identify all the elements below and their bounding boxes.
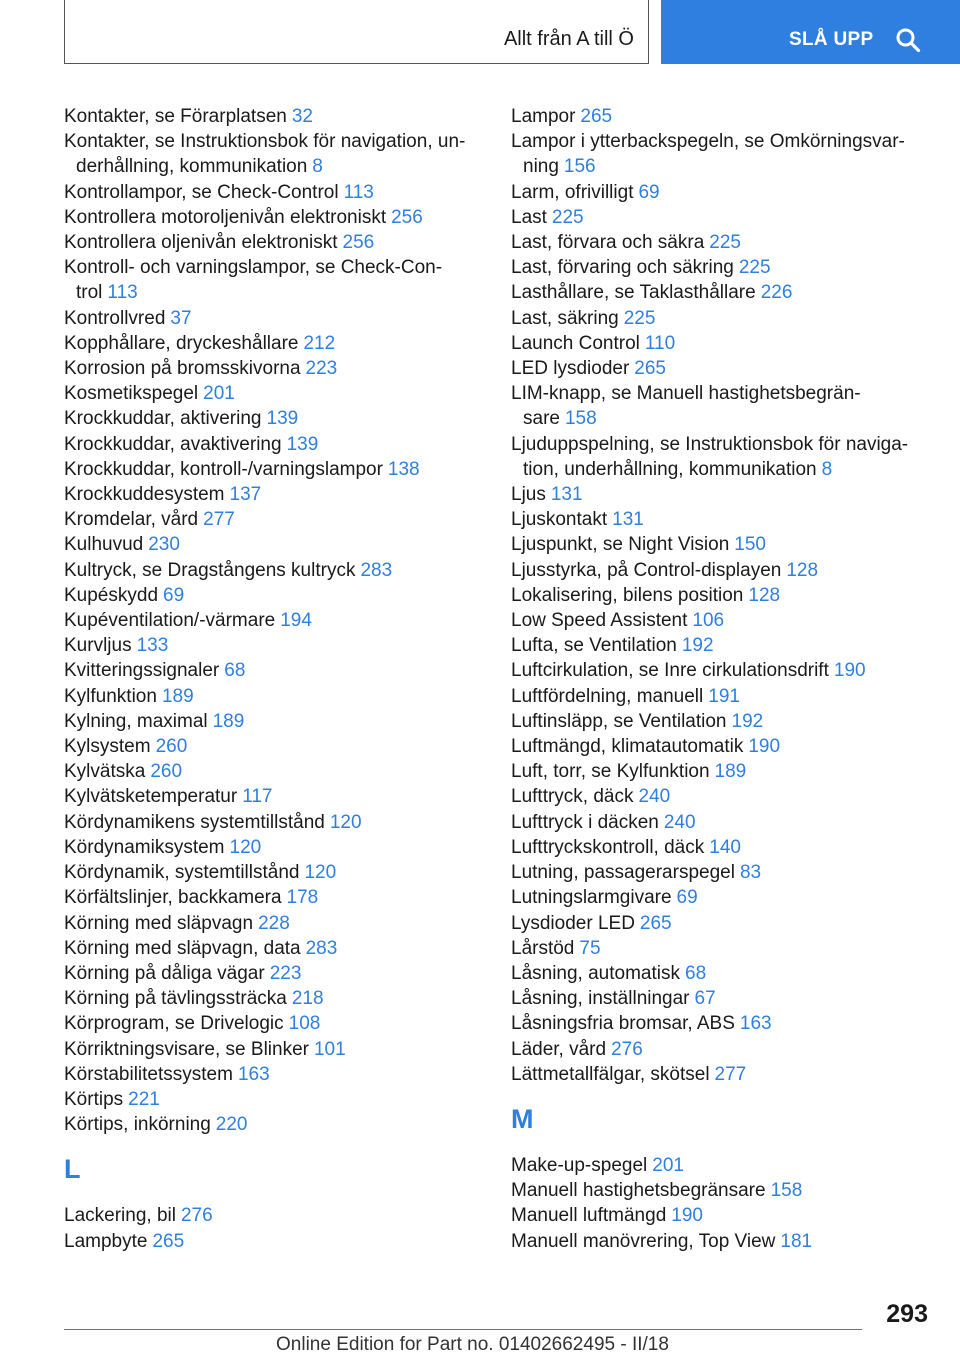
header-title-box (64, 0, 649, 64)
index-entry-text: Kontakter, se Förarplatsen (64, 106, 287, 127)
page-reference-link[interactable]: 260 (150, 761, 183, 783)
page-reference-link[interactable]: 32 (291, 106, 313, 127)
index-entry-text: Körriktningsvisare, se Blinker (64, 1038, 309, 1060)
page-reference-link[interactable]: 108 (288, 1013, 321, 1035)
index-entry-text: Körstabilitetssystem (64, 1063, 233, 1085)
search-button[interactable] (661, 0, 960, 64)
index-entry-text: LED lysdioder (511, 358, 630, 380)
index-entry-text: Lufttryck i däcken (511, 811, 659, 833)
page-reference-link[interactable]: 265 (580, 106, 613, 127)
index-entry (511, 684, 931, 709)
index-entry (511, 1011, 931, 1036)
index-entry-text: Lokalisering, bilens position (511, 584, 744, 606)
index-entry-text: Ljuskontakt (511, 509, 608, 531)
index-entry (511, 356, 931, 381)
page-reference-link[interactable]: 201 (652, 1154, 684, 1176)
index-entry (64, 583, 484, 608)
index-entry (511, 734, 931, 759)
index-entry (511, 230, 931, 255)
index-entry (511, 507, 931, 532)
page-reference-link[interactable]: 178 (286, 887, 319, 909)
page-reference-link[interactable]: 190 (748, 736, 781, 758)
index-entry (511, 482, 931, 507)
page-reference-link[interactable]: 128 (748, 584, 781, 606)
index-column-right (511, 104, 931, 1254)
page-reference-link[interactable]: 189 (161, 685, 194, 707)
index-entry-text: Manuell manövrering, Top View (511, 1230, 776, 1252)
index-entry-text: Ljuspunkt, se Night Vision (511, 534, 730, 556)
index-entry (64, 104, 484, 129)
page-reference-link[interactable]: 256 (391, 206, 423, 228)
index-entry (64, 936, 484, 961)
page-reference-link[interactable]: 191 (708, 685, 740, 707)
page-reference-link[interactable]: 120 (229, 836, 262, 858)
page-reference-link[interactable]: 8 (821, 458, 833, 480)
index-entry (64, 961, 484, 986)
page-reference-link[interactable]: 139 (286, 433, 319, 455)
search-icon (895, 27, 921, 53)
index-entry (64, 684, 484, 709)
index-entry-text: Last, förvaring och säkring (511, 257, 734, 279)
index-entry-text: Kördynamiksystem (64, 836, 225, 858)
index-entry-text: Kylning, maximal (64, 710, 208, 732)
index-entry (64, 784, 484, 809)
page-reference-link[interactable]: 240 (663, 811, 696, 833)
letter-heading: M (511, 1103, 534, 1134)
page-reference-link[interactable]: 68 (224, 660, 246, 682)
index-entry (64, 331, 484, 356)
page-reference-link[interactable]: 117 (242, 786, 273, 808)
index-entry (64, 507, 484, 532)
index-entry (511, 532, 931, 557)
index-entry-text: Kontroll- och varningslampor, se Check-Con-trol (64, 257, 443, 304)
index-entry-text: Krockkuddar, aktivering (64, 408, 262, 430)
index-entry (511, 280, 931, 305)
index-entry-text: Luftinsläpp, se Ventilation (511, 710, 727, 732)
index-entry-text: Körning med släpvagn (64, 912, 254, 934)
page-reference-link[interactable]: 37 (170, 307, 192, 329)
page-reference-link[interactable]: 131 (550, 484, 583, 506)
page-reference-link[interactable]: 158 (770, 1180, 803, 1202)
page-reference-link[interactable]: 220 (215, 1114, 248, 1136)
index-entry (64, 1011, 484, 1036)
index-entry-text: Ljus (511, 484, 546, 506)
index-entry-text: Lampor (511, 106, 576, 127)
index-entry-text: Low Speed Assistent (511, 610, 688, 632)
index-entry-text: Lampor i ytterbackspegeln, se Omkörningsvar-ning (511, 131, 905, 178)
index-entry-text: Larm, ofrivilligt (511, 181, 634, 203)
page-reference-link[interactable]: 240 (638, 786, 671, 808)
page-reference-link[interactable]: 8 (312, 156, 323, 178)
index-entry (64, 381, 484, 406)
index-entry (64, 1112, 484, 1137)
index-entry-text: Kultryck, se Dragstångens kultryck (64, 559, 356, 581)
index-entry (511, 1178, 931, 1203)
index-entry-text: Kylvätsketemperatur (64, 786, 238, 808)
page-reference-link[interactable]: 101 (313, 1038, 346, 1060)
page-number: 293 (886, 1300, 928, 1328)
index-entry (64, 129, 484, 179)
page-reference-link[interactable]: 189 (714, 761, 747, 783)
page-reference-link[interactable]: 69 (163, 584, 185, 606)
index-entry-text: Lackering, bil (64, 1205, 176, 1227)
page-reference-link[interactable]: 265 (152, 1230, 185, 1252)
index-entry-text: Krockkuddar, avaktivering (64, 433, 282, 455)
page-reference-link[interactable]: 158 (564, 408, 597, 430)
index-entry-text: Låsning, automatisk (511, 962, 680, 984)
index-entry (511, 104, 931, 129)
page-reference-link[interactable]: 110 (644, 332, 676, 354)
index-entry (511, 986, 931, 1011)
index-entry (511, 180, 931, 205)
index-entry (64, 734, 484, 759)
index-entry (64, 406, 484, 431)
page-reference-link[interactable]: 69 (676, 887, 698, 909)
index-entry (511, 306, 931, 331)
page-reference-link[interactable]: 276 (611, 1038, 643, 1060)
index-entry-text: Körfältslinjer, backkamera (64, 887, 282, 909)
index-entry (64, 759, 484, 784)
page-reference-link[interactable]: 137 (229, 484, 262, 506)
index-entry-text: Körning på dåliga vägar (64, 962, 265, 984)
index-entry-text: Kromdelar, vård (64, 509, 199, 531)
page-reference-link[interactable]: 120 (304, 862, 337, 884)
index-entry-text: Launch Control (511, 332, 640, 354)
index-entry-text: Läder, vård (511, 1038, 607, 1060)
index-entry (511, 1229, 931, 1254)
index-entry (64, 1037, 484, 1062)
page-reference-link[interactable]: 83 (739, 862, 762, 884)
index-entry-text: Luftcirkulation, se Inre cirkulationsdrift (511, 660, 829, 682)
index-entry-text: Manuell luftmängd (511, 1205, 667, 1227)
page-reference-link[interactable]: 106 (692, 610, 725, 632)
index-entry (64, 835, 484, 860)
page-reference-link[interactable]: 113 (107, 282, 138, 304)
index-entry-text: Luftfördelning, manuell (511, 685, 704, 707)
index-entry-text: Kördynamik, systemtillstånd (64, 862, 300, 884)
page-reference-link[interactable]: 75 (579, 937, 601, 959)
index-entry (64, 306, 484, 331)
index-entry-text: Kulhuvud (64, 534, 144, 556)
index-entry (64, 205, 484, 230)
page-reference-link[interactable]: 189 (212, 710, 245, 732)
index-entry-text: Körning med släpvagn, data (64, 937, 301, 959)
index-entry-text: Kontakter, se Instruktionsbok för navigation, un-derhållning, kommunikation (64, 131, 466, 178)
index-entry (511, 759, 931, 784)
index-entry (64, 633, 484, 658)
index-entry (511, 1203, 931, 1228)
page-reference-link[interactable]: 260 (155, 736, 188, 758)
index-entry (64, 356, 484, 381)
index-entry (64, 885, 484, 910)
index-entry (64, 709, 484, 734)
index-entry-text: Körtips, inkörning (64, 1114, 211, 1136)
index-entry (511, 810, 931, 835)
index-entry-text: Lårstöd (511, 937, 575, 959)
index-entry-text: Kvitteringssignaler (64, 660, 220, 682)
index-entry-text: Ljuduppspelning, se Instruktionsbok för naviga-tion, underhållning, kommunikation (511, 433, 909, 480)
page-reference-link[interactable]: 225 (738, 257, 771, 279)
page-reference-link[interactable]: 226 (760, 282, 793, 304)
page-reference-link[interactable]: 190 (671, 1205, 703, 1227)
letter-heading: L (64, 1154, 81, 1185)
index-entry (511, 205, 931, 230)
index-entry (64, 1229, 484, 1254)
page-reference-link[interactable]: 67 (694, 988, 716, 1010)
page-reference-link[interactable]: 223 (269, 962, 302, 984)
index-entry (511, 709, 931, 734)
index-entry (511, 936, 931, 961)
index-entry (64, 558, 484, 583)
page-reference-link[interactable]: 163 (237, 1063, 270, 1085)
index-entry-text: Körtips (64, 1088, 124, 1110)
page-reference-link[interactable]: 133 (136, 635, 169, 657)
page-reference-link[interactable]: 156 (563, 156, 596, 178)
page-reference-link[interactable]: 194 (280, 610, 312, 632)
index-entry (511, 558, 931, 583)
index-entry-text: Last (511, 206, 547, 228)
page-reference-link[interactable]: 163 (739, 1013, 772, 1035)
index-entry (64, 255, 484, 305)
page-reference-link[interactable]: 265 (634, 358, 666, 380)
page-reference-link[interactable]: 228 (258, 912, 290, 934)
index-entry (511, 129, 931, 179)
page-reference-link[interactable]: 277 (203, 509, 235, 531)
page-reference-link[interactable]: 181 (780, 1230, 813, 1252)
index-entry (511, 1062, 931, 1087)
index-entry (64, 1087, 484, 1112)
index-entry (64, 1062, 484, 1087)
index-entry-text: Ljusstyrka, på Control-displayen (511, 559, 782, 581)
index-entry (511, 885, 931, 910)
index-entry-text: Kopphållare, dryckeshållare (64, 332, 299, 354)
page-reference-link[interactable]: 265 (639, 912, 672, 934)
index-entry (64, 482, 484, 507)
index-entry (64, 1203, 484, 1228)
index-entry-text: Kylfunktion (64, 685, 157, 707)
index-entry-text: Kylsystem (64, 736, 151, 758)
page-reference-link[interactable]: 128 (786, 559, 819, 581)
index-entry-text: Korrosion på bromsskivorna (64, 358, 301, 380)
page-reference-link[interactable]: 138 (387, 458, 420, 480)
index-entry-text: Last, förvara och säkra (511, 232, 705, 254)
index-entry (511, 381, 931, 431)
index-entry (64, 180, 484, 205)
index-entry-text: Kördynamikens systemtillstånd (64, 811, 325, 833)
index-entry-text: Kosmetikspegel (64, 383, 199, 405)
index-entry-text: Kurvljus (64, 635, 132, 657)
index-entry (511, 1153, 931, 1178)
index-entry-text: Lampbyte (64, 1230, 148, 1252)
index-entry-text: Kylvätska (64, 761, 146, 783)
index-entry (511, 784, 931, 809)
index-entry-text: Luft, torr, se Kylfunktion (511, 761, 710, 783)
index-entry-text: Lufttryck, däck (511, 786, 634, 808)
page-reference-link[interactable]: 223 (305, 358, 338, 380)
page-reference-link[interactable]: 140 (709, 836, 741, 858)
index-entry (511, 432, 931, 482)
index-entry-text: Lufttryckskontroll, däck (511, 836, 705, 858)
index-entry-text: Körning på tävlingssträcka (64, 988, 287, 1010)
search-label: SLÅ UPP (789, 29, 874, 50)
index-entry-text: Lättmetallfälgar, skötsel (511, 1063, 710, 1085)
index-entry-text: Körprogram, se Drivelogic (64, 1013, 284, 1035)
page-reference-link[interactable]: 277 (714, 1063, 747, 1085)
index-entry-text: Luftmängd, klimatautomatik (511, 736, 744, 758)
index-entry-text: Kontrollampor, se Check-Control (64, 181, 339, 203)
index-entry-text: Låsningsfria bromsar, ABS (511, 1013, 735, 1035)
section-title: Allt från A till Ö (503, 28, 634, 50)
page-reference-link[interactable]: 68 (685, 962, 707, 984)
index-entry (511, 835, 931, 860)
index-entry-text: Kontrollvred (64, 307, 166, 329)
page-reference-link[interactable]: 69 (638, 181, 660, 203)
page-reference-link[interactable]: 120 (329, 811, 362, 833)
page-reference-link[interactable]: 190 (833, 660, 866, 682)
index-entry-text: Kontrollera motoroljenivån elektroniskt (64, 206, 387, 228)
index-entry-text: Kupéventilation/-värmare (64, 610, 276, 632)
page-reference-link[interactable]: 218 (291, 988, 324, 1010)
index-entry (511, 633, 931, 658)
index-entry-text: Kontrollera oljenivån elektroniskt (64, 232, 338, 254)
index-entry-text: Krockkuddar, kontroll-/varningslampor (64, 458, 383, 480)
index-entry (511, 860, 931, 885)
index-entry (64, 432, 484, 457)
footer-edition-text: Online Edition for Part no. 01402662495 - II/18 (276, 1334, 669, 1355)
index-entry (511, 255, 931, 280)
index-entry (64, 986, 484, 1011)
index-entry (511, 658, 931, 683)
index-entry (511, 583, 931, 608)
page-reference-link[interactable]: 201 (203, 383, 235, 405)
index-entry (64, 457, 484, 482)
page-reference-link[interactable]: 212 (303, 332, 336, 354)
page-reference-link[interactable]: 139 (266, 408, 299, 430)
index-entry (64, 532, 484, 557)
footer-divider (64, 1329, 862, 1330)
index-entry-text: Lysdioder LED (511, 912, 635, 934)
page-reference-link[interactable]: 256 (342, 232, 375, 254)
page-reference-link[interactable]: 276 (180, 1205, 213, 1227)
index-entry-text: Kupéskydd (64, 584, 159, 606)
index-entry (511, 911, 931, 936)
index-entry (511, 1037, 931, 1062)
index-entry-text: Last, säkring (511, 307, 619, 329)
index-entry (511, 608, 931, 633)
index-column-left (64, 104, 484, 1254)
page-reference-link[interactable]: 192 (731, 710, 764, 732)
index-entry-text: Krockkuddesystem (64, 484, 225, 506)
index-entry (64, 911, 484, 936)
page-reference-link[interactable]: 131 (612, 509, 644, 531)
index-entry (64, 658, 484, 683)
index-entry-text: Låsning, inställningar (511, 988, 690, 1010)
page-reference-link[interactable]: 221 (128, 1088, 160, 1110)
index-entry-text: Lufta, se Ventilation (511, 635, 677, 657)
index-entry (511, 331, 931, 356)
page-reference-link[interactable]: 192 (681, 635, 714, 657)
index-entry-text: Lutning, passagerarspegel (511, 862, 735, 884)
index-entry-text: Make-up-spegel (511, 1154, 648, 1176)
page-reference-link[interactable]: 230 (148, 534, 180, 556)
index-entry-text: Manuell hastighetsbegränsare (511, 1180, 766, 1202)
page-reference-link[interactable]: 225 (551, 206, 584, 228)
index-entry (64, 860, 484, 885)
page-reference-link[interactable]: 113 (343, 181, 374, 203)
index-entry-text: Lutningslarmgivare (511, 887, 672, 909)
page-reference-link[interactable]: 225 (709, 232, 741, 254)
index-entry (64, 810, 484, 835)
index-entry (64, 230, 484, 255)
index-entry (64, 608, 484, 633)
index-entry-text: Lasthållare, se Taklasthållare (511, 282, 756, 304)
page-reference-link[interactable]: 150 (734, 534, 766, 556)
page-reference-link[interactable]: 283 (360, 559, 393, 581)
index-entry (511, 961, 931, 986)
index-entry-text: LIM-knapp, se Manuell hastighetsbegrän-sare (511, 383, 861, 430)
page-reference-link[interactable]: 283 (305, 937, 338, 959)
page-reference-link[interactable]: 225 (623, 307, 656, 329)
